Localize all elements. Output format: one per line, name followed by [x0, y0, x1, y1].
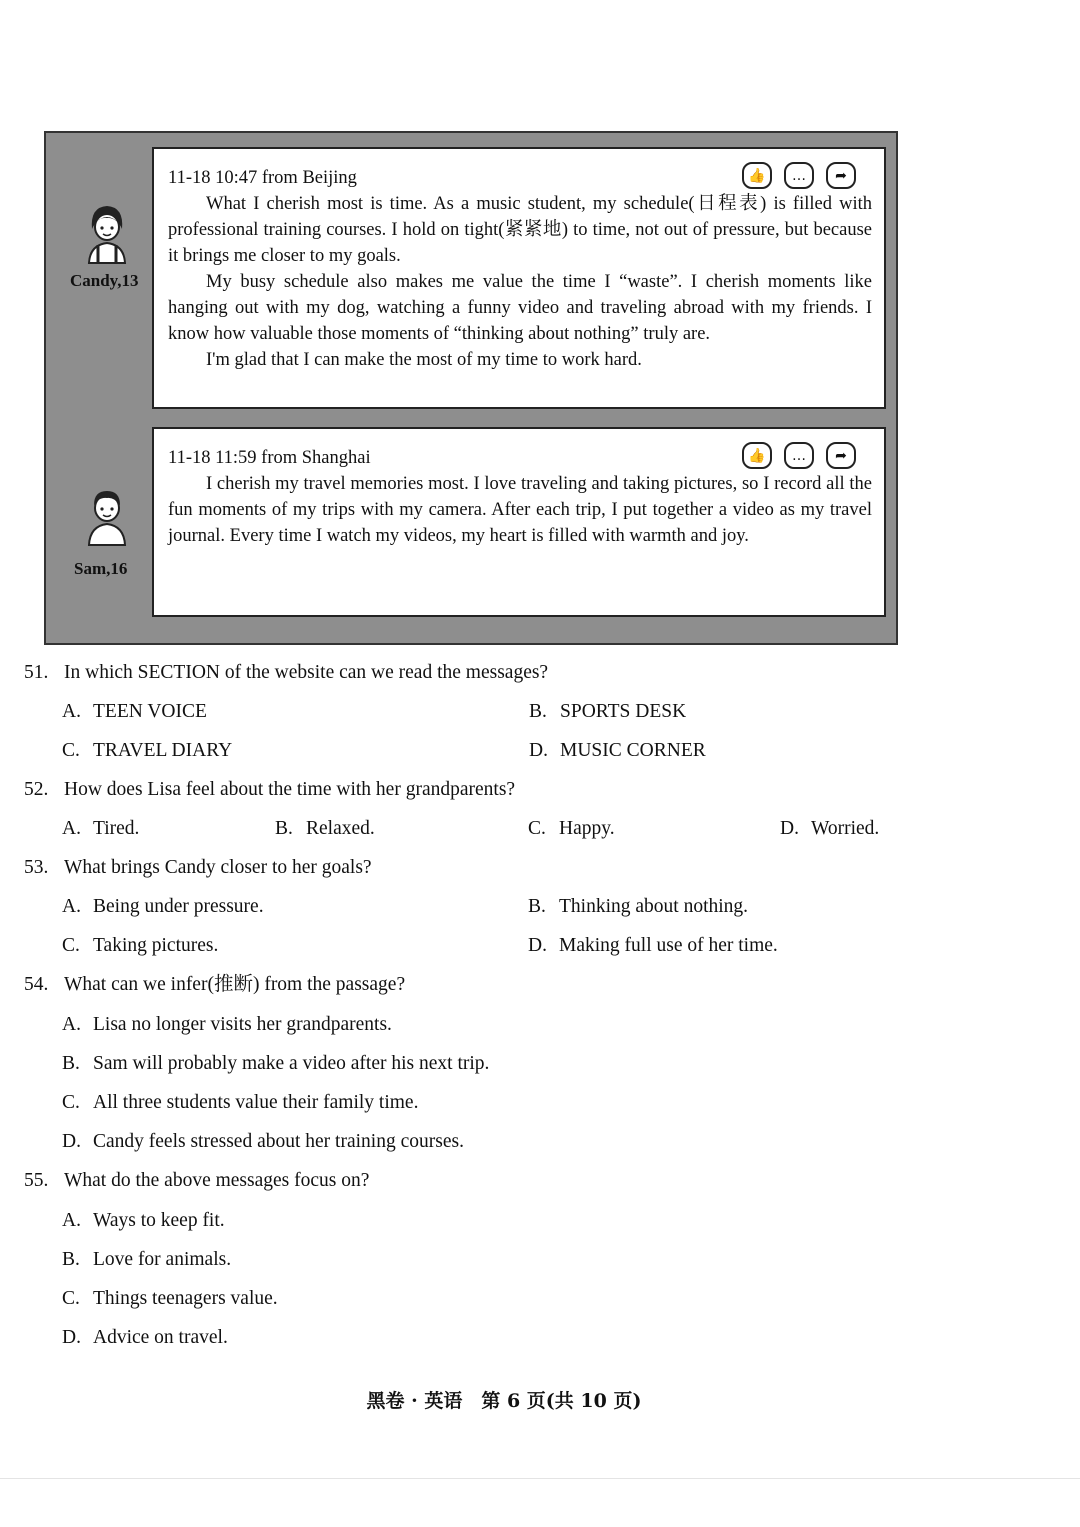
question-number: 54.: [24, 974, 49, 995]
question-number: 53.: [24, 857, 49, 878]
message-meta: 11-18 10:47 from Beijing: [168, 168, 357, 188]
option-52-d[interactable]: D. Worried.: [780, 818, 880, 839]
question-55: [24, 1168, 369, 1194]
message-actions: [742, 442, 856, 469]
question-text: What do the above messages focus on?: [64, 1170, 370, 1191]
comment-icon[interactable]: …: [784, 162, 814, 189]
option-55-b[interactable]: B. Love for animals.: [62, 1249, 232, 1270]
option-51-b[interactable]: B. SPORTS DESK: [529, 701, 687, 722]
message-paragraph: I'm glad that I can make the most of my time to work hard.: [206, 350, 642, 370]
username-candy: Candy,13: [70, 271, 139, 290]
bottom-divider: [0, 1478, 1080, 1479]
option-55-a[interactable]: A. Ways to keep fit.: [62, 1210, 225, 1231]
thumbs-up-icon[interactable]: 👍: [742, 162, 772, 189]
message-paragraph: I cherish my travel memories most. I love traveling and taking pictures, so I record all the fun moments of my trips with my camera. After each trip, I put together a video as my travel journal. Every time I watch my videos, my heart is filled with warmth and joy.: [168, 474, 872, 546]
message-meta: 11-18 11:59 from Shanghai: [168, 448, 371, 468]
option-52-c[interactable]: C. Happy.: [528, 818, 615, 839]
question-number: 52.: [24, 779, 49, 800]
message-board: [44, 131, 898, 645]
thumbs-up-icon[interactable]: 👍: [742, 442, 772, 469]
question-text: In which SECTION of the website can we read the messages?: [64, 662, 549, 683]
avatar-boy-icon: [82, 483, 132, 547]
option-54-a[interactable]: A. Lisa no longer visits her grandparents.: [62, 1014, 392, 1035]
option-53-c[interactable]: C. Taking pictures.: [62, 935, 219, 956]
message-card-sam: [152, 427, 886, 617]
option-54-b[interactable]: B. Sam will probably make a video after his next trip.: [62, 1053, 490, 1074]
option-51-a[interactable]: A. TEEN VOICE: [62, 701, 207, 722]
option-51-d[interactable]: D. MUSIC CORNER: [529, 740, 706, 761]
question-text: How does Lisa feel about the time with her grandparents?: [64, 779, 516, 800]
option-53-b[interactable]: B. Thinking about nothing.: [528, 896, 749, 917]
option-53-d[interactable]: D. Making full use of her time.: [528, 935, 778, 956]
option-51-c[interactable]: C. TRAVEL DIARY: [62, 740, 233, 761]
question-text: What brings Candy closer to her goals?: [64, 857, 372, 878]
option-54-c[interactable]: C. All three students value their family time.: [62, 1092, 419, 1113]
question-53: [24, 855, 372, 881]
question-54: [24, 972, 405, 998]
username-sam: Sam,16: [74, 559, 128, 578]
option-52-a[interactable]: A. Tired.: [62, 818, 140, 839]
question-51: [24, 660, 548, 686]
question-number: 55.: [24, 1170, 49, 1191]
question-text: What can we infer(推断) from the passage?: [64, 974, 406, 995]
page-footer: 黑卷 · 英语 第 6 页(共 10 页): [366, 1390, 642, 1412]
option-55-d[interactable]: D. Advice on travel.: [62, 1327, 228, 1348]
question-number: 51.: [24, 662, 49, 683]
option-55-c[interactable]: C. Things teenagers value.: [62, 1288, 278, 1309]
message-paragraph: My busy schedule also makes me value the time I “waste”. I cherish moments like hanging out with my dog, watching a funny video and traveling abroad with my friends. I know how valuable those moments of “thinking about nothing” truly are.: [168, 272, 872, 344]
message-card-candy: [152, 147, 886, 409]
share-icon[interactable]: ➦: [826, 162, 856, 189]
option-53-a[interactable]: A. Being under pressure.: [62, 896, 264, 917]
message-paragraph: What I cherish most is time. As a music student, my schedule(日程表) is filled with professional training courses. I hold on tight(紧紧地) to time, not out of pressure, but because it brings me closer to my goals.: [168, 194, 872, 266]
message-actions: [742, 162, 856, 189]
avatar-girl-icon: [82, 201, 132, 265]
question-52: [24, 777, 515, 803]
option-52-b[interactable]: B. Relaxed.: [275, 818, 375, 839]
share-icon[interactable]: ➦: [826, 442, 856, 469]
comment-icon[interactable]: …: [784, 442, 814, 469]
option-54-d[interactable]: D. Candy feels stressed about her training courses.: [62, 1131, 464, 1152]
